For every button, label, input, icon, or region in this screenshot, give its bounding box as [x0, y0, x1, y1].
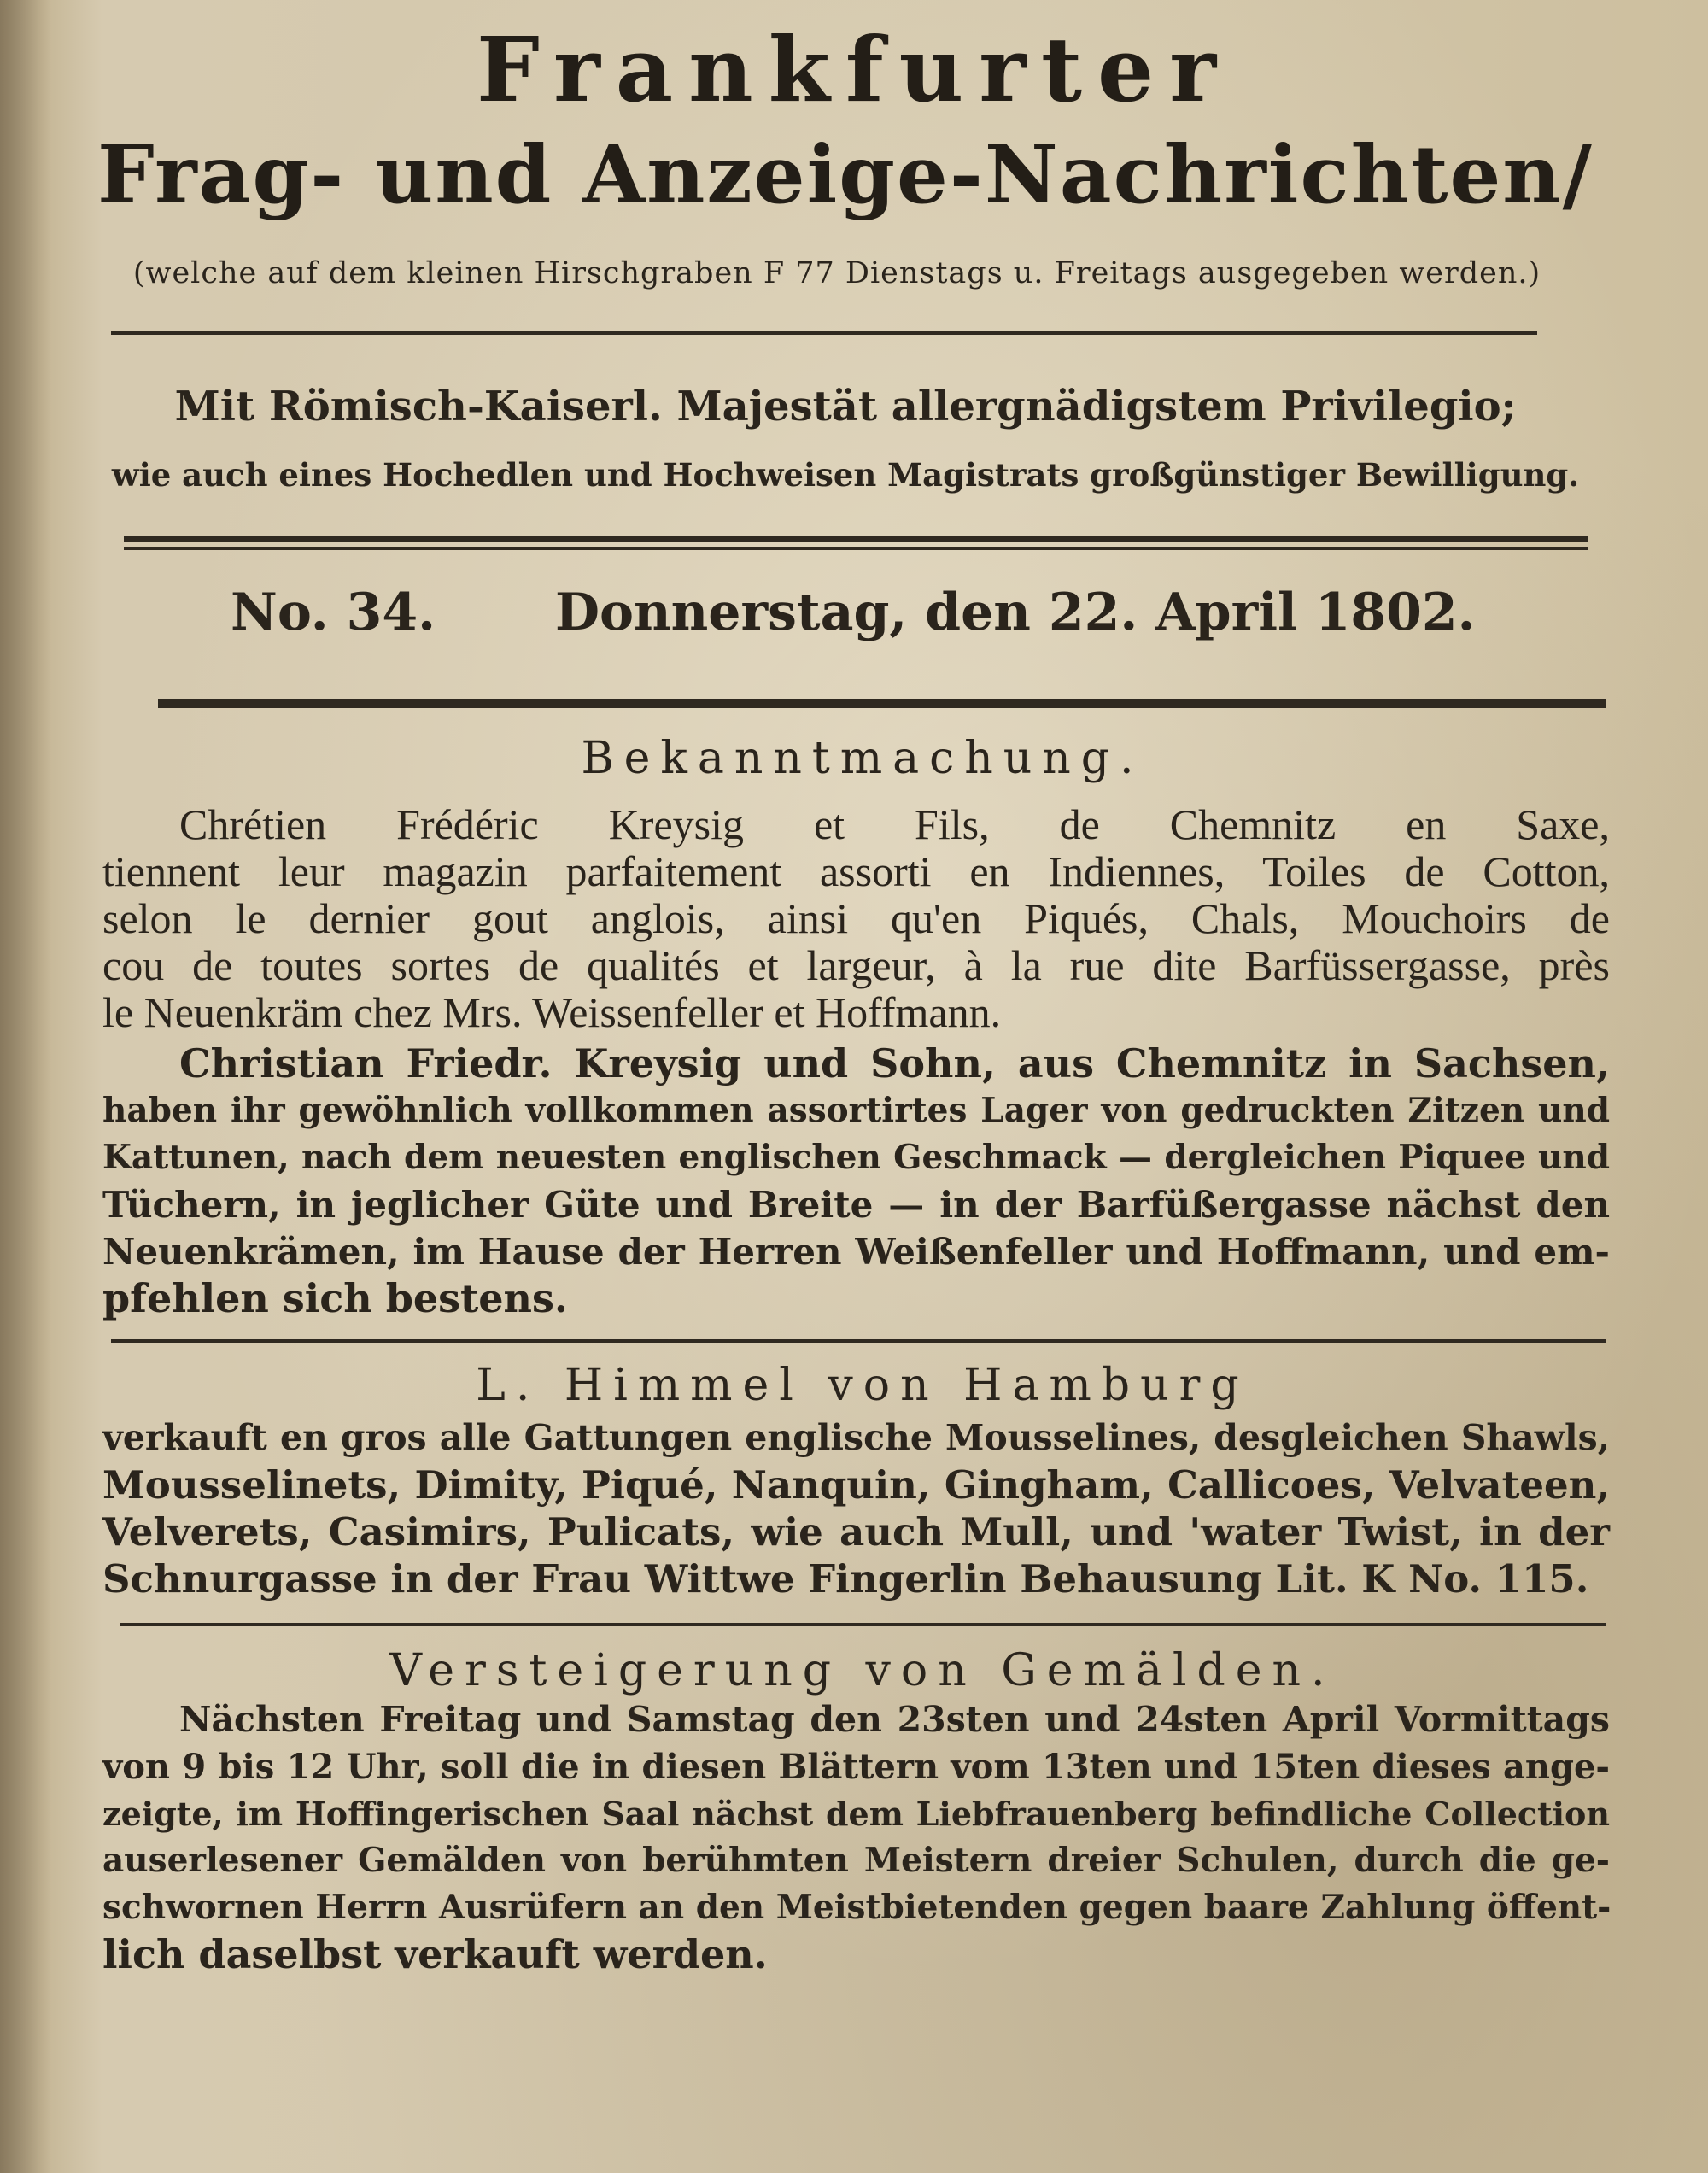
text-line: von 9 bis 12 Uhr, soll die in diesen Blättern vom 13ten und 15ten dieses ange-: [102, 1747, 1610, 1787]
notice-versteigerung: [102, 1696, 1610, 1978]
masthead-title-line2: Frag- und Anzeige-Nachrichten/: [97, 128, 1594, 222]
text-line: lich daselbst verkauft werden.: [102, 1931, 768, 1977]
text-line: Velverets, Casimirs, Pulicats, wie auch Mull, und 'water Twist, in der: [102, 1509, 1610, 1555]
text-line: Christian Friedr. Kreysig und Sohn, aus Chemnitz in Sachsen,: [179, 1040, 1610, 1086]
text-line: schwornen Herrn Ausrüfern an den Meistbietenden gegen baare Zahlung öffent-: [102, 1888, 1611, 1927]
masthead-subtitle: (welche auf dem kleinen Hirschgraben F 77 Dienstags u. Freitags ausgegeben werden.): [132, 256, 1541, 290]
section-title-himmel: L. Himmel von Hamburg: [476, 1360, 1249, 1411]
issue-line: [231, 583, 1477, 642]
notice-german: [102, 1040, 1610, 1322]
text-line: tiennent leur magazin parfaitement assorti en Indiennes, Toiles de Cotton,: [102, 847, 1610, 895]
text-line: Schnurgasse in der Frau Wittwe Fingerlin Behausung Lit. K No. 115.: [102, 1556, 1589, 1602]
text-line: Chrétien Frédéric Kreysig et Fils, de Chemnitz en Saxe,: [179, 800, 1610, 848]
text-line: haben ihr gewöhnlich vollkommen assortirtes Lager von gedruckten Zitzen und: [102, 1091, 1610, 1130]
divider-rule: [158, 699, 1606, 708]
divider-rule: [120, 1623, 1606, 1626]
privilege-line1: Mit Römisch-Kaiserl. Majestät allergnädigstem Privilegio;: [174, 383, 1517, 430]
masthead-title-line1: Frankfurter: [476, 17, 1231, 122]
text-line: cou de toutes sortes de qualités et largeur, à la rue dite Barfüssergasse, près: [102, 941, 1610, 989]
notice-himmel: [102, 1414, 1610, 1602]
text-line: Tüchern, in jeglicher Güte und Breite — in der Barfüßergasse nächst den: [102, 1184, 1610, 1226]
privilege-line2: wie auch eines Hochedlen und Hochweisen Magistrats großgünstiger Bewilligung.: [111, 456, 1580, 494]
text-line: Mousselinets, Dimity, Piqué, Nanquin, Gingham, Callicoes, Velvateen,: [102, 1462, 1610, 1508]
page-binding-shadow: [0, 0, 51, 2173]
text-line: zeigte, im Hoffingerischen Saal nächst dem Liebfrauenberg befindliche Collection: [102, 1795, 1610, 1833]
issue-number: No. 34.: [231, 583, 436, 642]
text-line: pfehlen sich bestens.: [102, 1275, 568, 1321]
divider-rule: [111, 331, 1537, 335]
text-line: selon le dernier gout anglois, ainsi qu'en Piqués, Chals, Mouchoirs de: [102, 894, 1610, 942]
text-line: le Neuenkräm chez Mrs. Weissenfeller et Hoffmann.: [102, 988, 1002, 1036]
text-line: Neuenkrämen, im Hause der Herren Weißenfeller und Hoffmann, und em-: [102, 1231, 1610, 1273]
notice-french: [102, 801, 1610, 1036]
text-line: Nächsten Freitag und Samstag den 23sten und 24sten April Vormittags: [179, 1699, 1610, 1740]
text-line: verkauft en gros alle Gattungen englische Mousselines, desgleichen Shawls,: [102, 1417, 1610, 1458]
section-title-versteigerung: Versteigerung von Gemälden.: [389, 1645, 1336, 1696]
divider-rule: [124, 536, 1588, 542]
text-line: auserlesener Gemälden von berühmten Meistern dreier Schulen, durch die ge-: [102, 1841, 1610, 1880]
text-line: Kattunen, nach dem neuesten englischen Geschmack — dergleichen Piquee und: [102, 1138, 1610, 1177]
section-title-bekanntmachung: Bekanntmachung.: [581, 733, 1144, 784]
divider-rule: [124, 547, 1588, 550]
issue-date: Donnerstag, den 22. April 1802.: [555, 583, 1476, 642]
divider-rule: [111, 1339, 1606, 1343]
